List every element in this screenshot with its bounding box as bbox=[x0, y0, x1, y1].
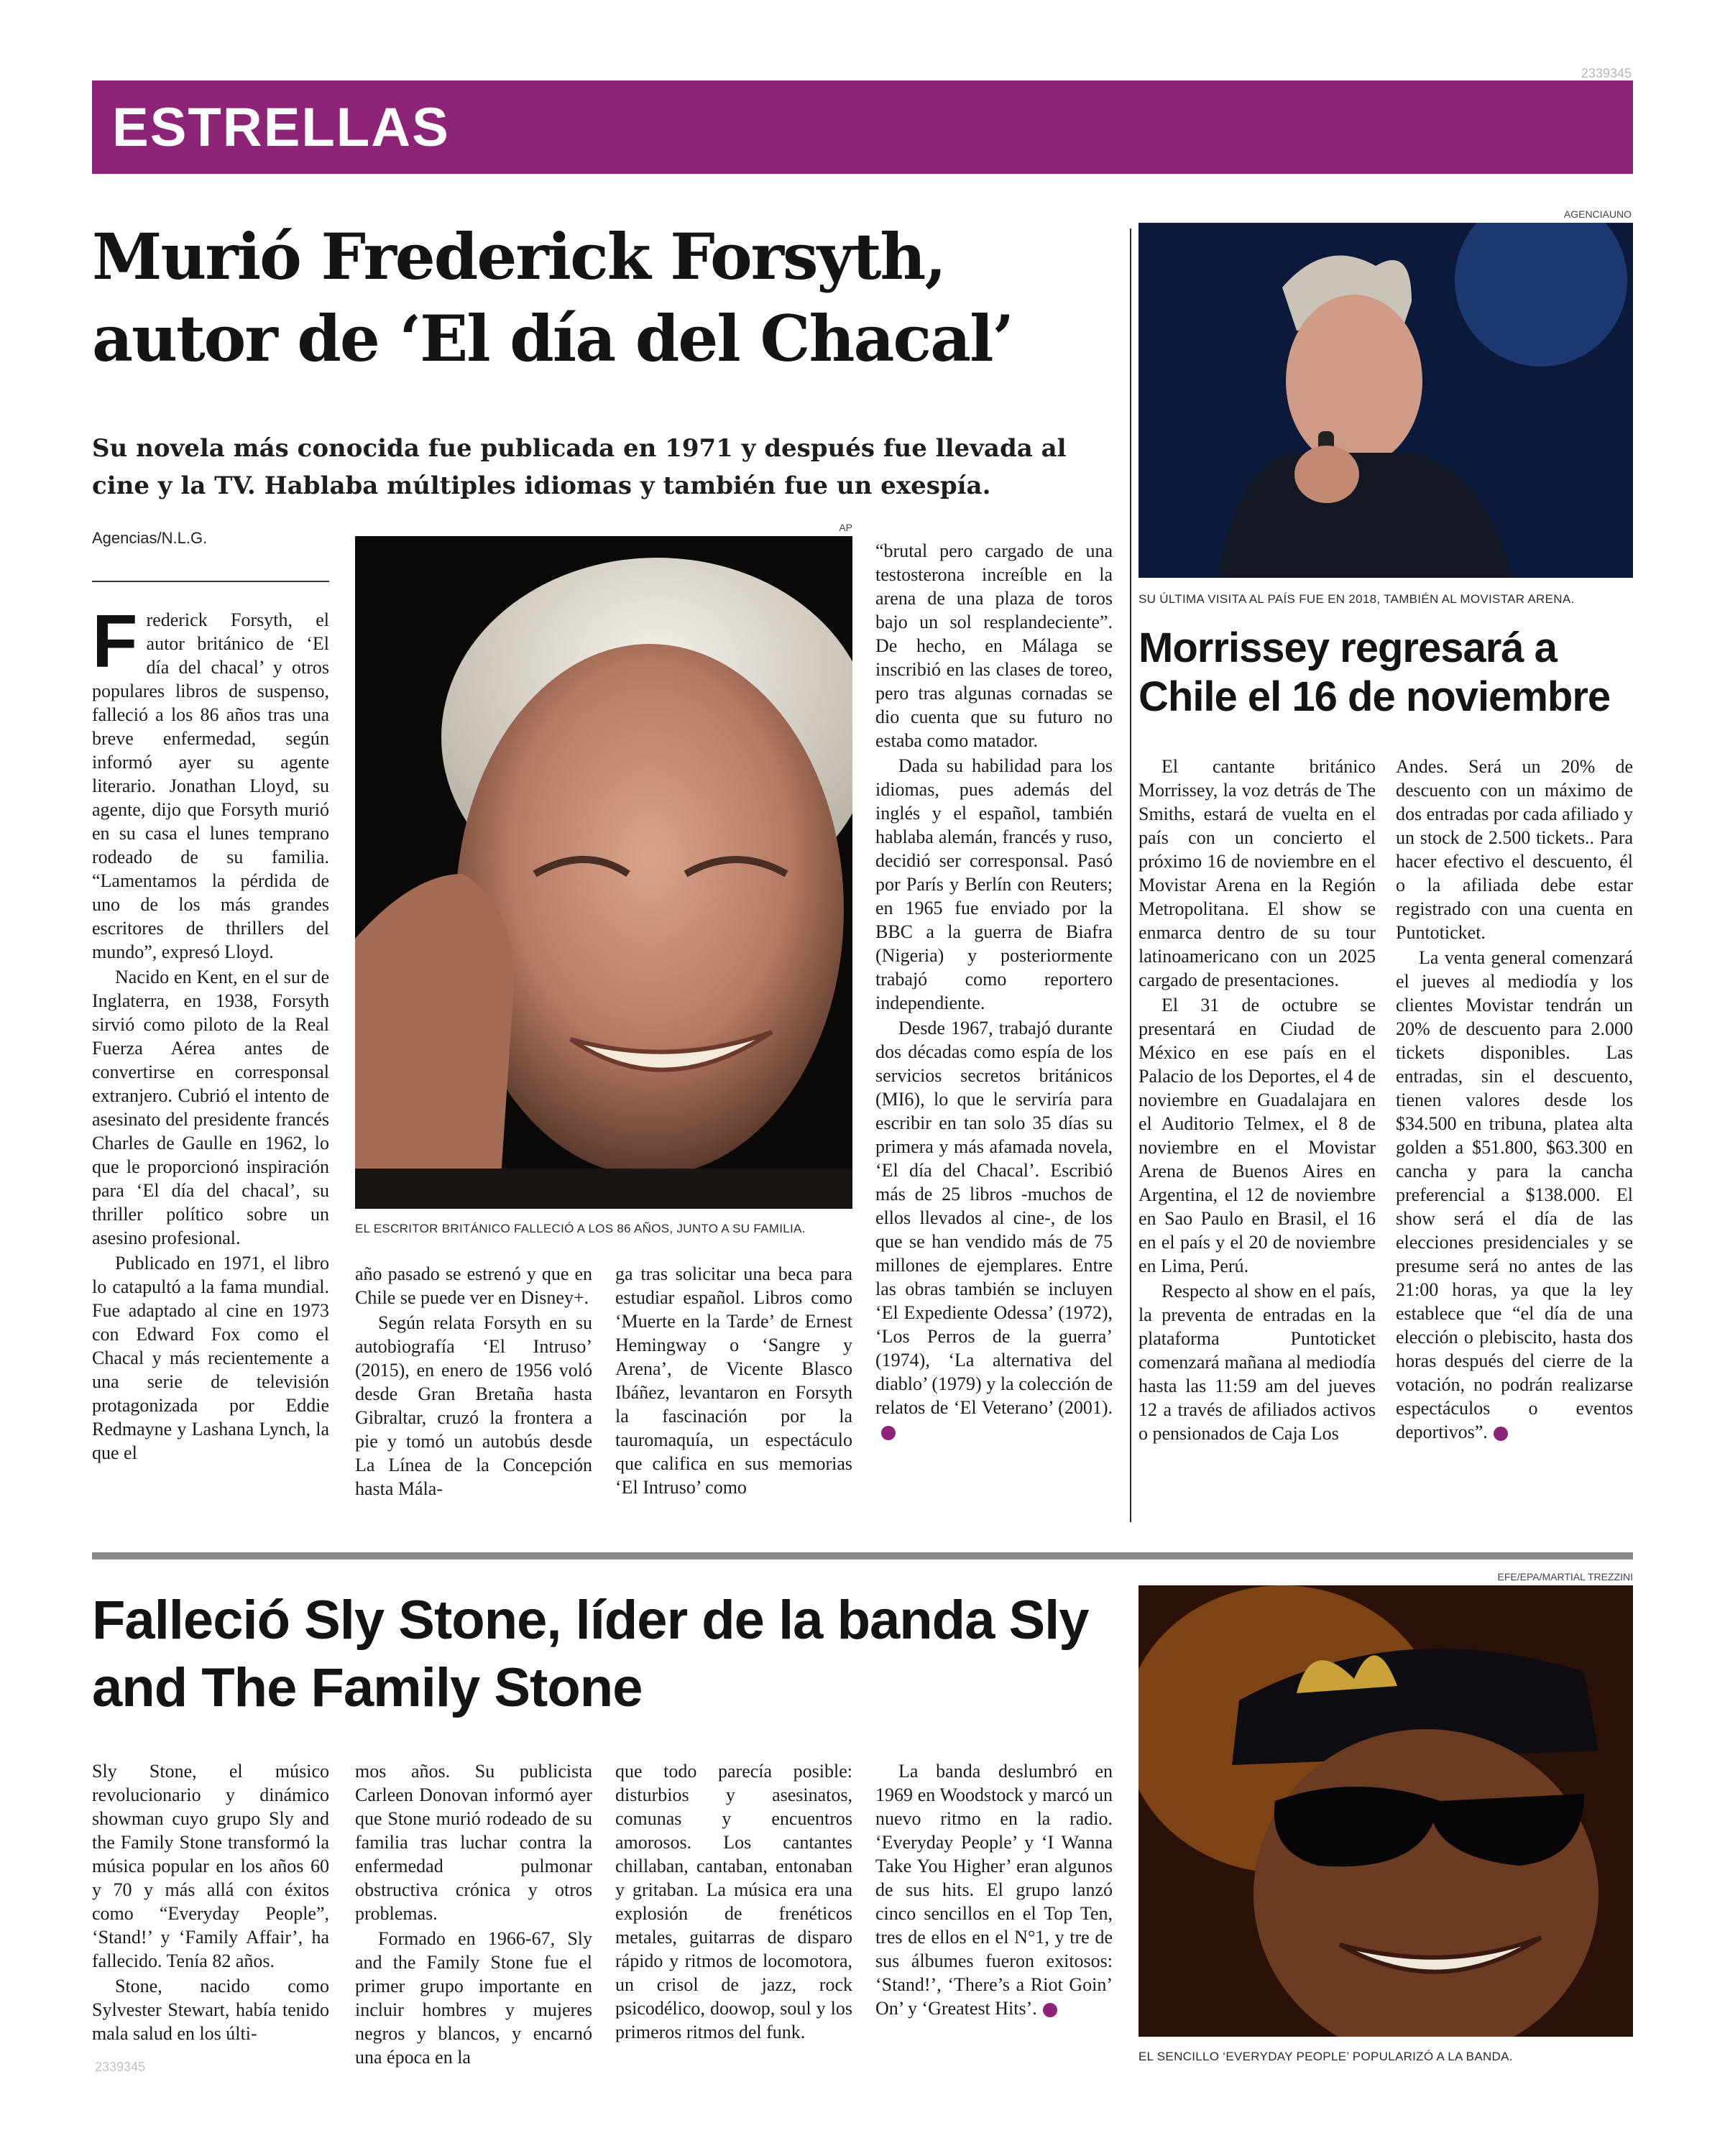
photo-caption: EL SENCILLO ‘EVERYDAY PEOPLE’ POPULARIZÓ A LA BANDA. bbox=[1138, 2050, 1513, 2063]
byline: Agencias/N.L.G. bbox=[92, 529, 208, 547]
paragraph-text: Desde 1967, trabajó durante dos décadas como espía de los servicios secretos británicos (MI6), lo que le serviría para escribir en tan solo 35 días su primera y más afamada novela, ‘El día del Chacal’. Escribió más de 25 libros -muchos de ellos llevados al cine-, de los que se han vendido más de 75 millones de ejemplares. Entre las obras también se incluyen ‘El Expediente Odessa’ (1972), ‘Los Perros de la guerra’ (1974), ‘La alternativa del diablo’ (1979) y la colección de relatos de ‘El Veterano’ (2001). bbox=[875, 1018, 1113, 1418]
article3-column-3 bbox=[615, 1759, 852, 2045]
paragraph: Respecto al show en el país, la preventa de entradas en la plataforma Puntoticket comenzará mañana al mediodía hasta las 11:59 am del jueves 12 a través de afiliados activos o pensionados de Caja Los bbox=[1138, 1281, 1376, 1444]
paragraph: “brutal pero cargado de una testosterona increíble en la arena de una plaza de toros bajo un sol resplandeciente”. De hecho, en Málaga se inscribió en las clases de toreo, pero tras algunas cornadas se dio cuenta que su futuro no estaba como matador. bbox=[875, 540, 1113, 751]
page-id-top: 2339345 bbox=[1581, 66, 1632, 80]
article2-column-2 bbox=[1396, 755, 1633, 1445]
photo-sly-stone bbox=[1138, 1585, 1633, 2037]
paragraph: Formado en 1966-67, Sly and the Family Stone fue el primer grupo importante en incluir hombres y mujeres negros y blancos, y encarnó una época en la bbox=[355, 1928, 592, 2068]
paragraph bbox=[875, 1759, 1113, 2020]
paragraph bbox=[875, 1016, 1113, 1443]
singer-illustration bbox=[1138, 223, 1633, 578]
article3-column-2 bbox=[355, 1759, 592, 2070]
paragraph-text: rederick Forsyth, el autor británico de ‘El día del chacal’ y otros populares libros de suspenso, falleció a los 86 años tras una breve enfermedad, según informó ayer su agente literario. Jonathan Lloyd, su agente, dijo que Forsyth murió en su casa el lunes temprano rodeado de su familia. “Lamentamos la pérdida de uno de los más grandes escritores de thrillers del mundo”, expresó Lloyd. bbox=[92, 609, 329, 962]
article1-column-1 bbox=[92, 600, 329, 1466]
paragraph: Según relata Forsyth en su autobiografía ‘El Intruso’ (2015), en enero de 1956 voló desde Gran Bretaña hasta Gibraltar, cruzó la frontera a pie y tomó un autobús desde La Línea de la Concepción hasta Mála- bbox=[355, 1312, 592, 1499]
paragraph: Publicado en 1971, el libro lo catapultó a la fama mundial. Fue adaptado al cine en 1973 con Edward Fox como el Chacal y más recientemente a una serie de televisión protagonizada por Eddie Redmayne y Lashana Lynch, la que el bbox=[92, 1253, 329, 1463]
photo-credit: AP bbox=[839, 522, 852, 533]
paragraph: Sly Stone, el músico revolucionario y dinámico showman cuyo grupo Sly and the Family Stone transformó la música popular en los años 60 y 70 y más allá con éxitos como “Everyday People”, ‘Stand!’ y ‘Family Affair’, ha fallecido. Tenía 82 años. bbox=[92, 1761, 329, 1971]
article-headline-morrissey: Morrissey regresará a Chile el 16 de noviembre bbox=[1138, 625, 1611, 720]
paragraph bbox=[92, 600, 329, 964]
photo-credit: EFE/EPA/MARTIAL TREZZINI bbox=[1497, 1571, 1633, 1583]
paragraph: Stone, nacido como Sylvester Stewart, había tenido mala salud en los últi- bbox=[92, 1976, 329, 2044]
section-title: ESTRELLAS bbox=[112, 96, 450, 158]
paragraph: Andes. Será un 20% de descuento con un máximo de dos entradas por cada afiliado y un stock de 2.500 tickets.. Para hacer efectivo el descuento, él o la afiliada debe estar registrado con una cuenta en Puntoticket. bbox=[1396, 756, 1633, 943]
paragraph-text: La venta general comenzará el jueves al mediodía y los clientes Movistar tendrán un 20% de descuento para 2.000 tickets disponibles. Las entradas, sin el descuento, tienen valores desde los $34.500 en tribuna, platea alta golden a $51.800, $63.300 en cancha y para la cancha preferencial a $138.000. El show será el día de las elecciones presidenciales y se presume será no antes de las 21:00 horas, ya que la ley establece que “el día de una elección o plebiscito, hasta dos horas después del cierre de la votación, no podrán realizarse espectáculos o eventos deportivos”. bbox=[1396, 947, 1633, 1442]
paragraph: ga tras solicitar una beca para estudiar español. Libros como ‘Muerte en la Tarde’ de Ernest Hemingway o ‘Sangre y Arena’, de Vicente Blasco Ibáñez, levantaron en Forsyth la fascinación por la tauromaquía, un espectáculo que califica en sus memorias ‘El Intruso’ como bbox=[615, 1263, 852, 1498]
end-of-article-icon: ✪ bbox=[1043, 2003, 1057, 2017]
paragraph-text: La banda deslumbró en 1969 en Woodstock y marcó un nuevo ritmo en la radio. ‘Everyday People’ y ‘I Wanna Take You Higher’ eran algunos de sus hits. El grupo lanzó cinco sencillos en el Top Ten, tres de ellos en el N°1, y tre de sus álbumes fueron exitosos: ‘Stand!’, ‘There’s a Riot Goin’ On’ y ‘Greatest Hits’. bbox=[875, 1761, 1113, 2019]
photo-morrissey bbox=[1138, 223, 1633, 578]
paragraph: año pasado se estrenó y que en Chile se puede ver en Disney+. bbox=[355, 1263, 592, 1308]
article1-column-2 bbox=[355, 1262, 592, 1502]
end-of-article-icon: ✪ bbox=[881, 1426, 896, 1440]
page-id-bottom: 2339345 bbox=[95, 2060, 146, 2074]
article-headline-sly-stone: Falleció Sly Stone, líder de la banda Sly and The Family Stone bbox=[92, 1590, 1089, 1718]
byline-divider bbox=[92, 581, 329, 582]
paragraph bbox=[1396, 946, 1633, 1444]
column-divider bbox=[1130, 229, 1131, 1522]
photo-frederick-forsyth bbox=[355, 536, 852, 1209]
article-deck-forsyth: Su novela más conocida fue publicada en 1971 y después fue llevada al cine y la TV. Hablaba múltiples idiomas y también fue un exespía. bbox=[92, 434, 1067, 500]
article1-column-3 bbox=[615, 1262, 852, 1501]
article1-column-4 bbox=[875, 539, 1113, 1445]
photo-caption: SU ÚLTIMA VISITA AL PAÍS FUE EN 2018, TAMBIÉN AL MOVISTAR ARENA. bbox=[1138, 592, 1575, 606]
photo-credit: AGENCIAUNO bbox=[1563, 208, 1632, 220]
section-divider bbox=[92, 1552, 1633, 1560]
paragraph: que todo parecía posible: disturbios y asesinatos, comunas y encuentros amorosos. Los cantantes chillaban, cantaban, entonaban y gritaban. La música era una explosión de frenéticos metales, guitarras de disparo rápido y ritmos de locomotora, un crisol de jazz, rock psicodélico, doowop, soul y los primeros ritmos del funk. bbox=[615, 1761, 852, 2042]
paragraph: Nacido en Kent, en el sur de Inglaterra, en 1938, Forsyth sirvió como piloto de la Real Fuerza Aérea antes de convertirse en corresponsal extranjero. Cubrió el intento de asesinato del presidente francés Charles de Gaulle en 1962, lo que le proporcionó inspiración para ‘El día del chacal’, su thriller político sobre un asesino profesional. bbox=[92, 967, 329, 1248]
section-header bbox=[92, 80, 1633, 174]
article3-column-4 bbox=[875, 1759, 1113, 2022]
musician-illustration bbox=[1138, 1585, 1633, 2037]
article-headline-forsyth: Murió Frederick Forsyth, autor de ‘El día del Chacal’ bbox=[92, 219, 1013, 376]
paragraph: mos años. Su publicista Carleen Donovan informó ayer que Stone murió rodeado de su familia tras luchar contra la enfermedad pulmonar obstructiva crónica y otros problemas. bbox=[355, 1761, 592, 1924]
paragraph: El 31 de octubre se presentará en Ciudad de México en ese país en el Palacio de los Deportes, el 4 de noviembre en Guadalajara en el Auditorio Telmex, el 8 de noviembre en el Movistar Arena de Buenos Aires en Argentina, el 12 de noviembre en Sao Paulo en Brasil, el 16 en el país y el 20 de noviembre en Lima, Perú. bbox=[1138, 995, 1376, 1276]
paragraph: El cantante británico Morrissey, la voz detrás de The Smiths, estará de vuelta en el país con un concierto el próximo 16 de noviembre en el Movistar Arena en la Región Metropolitana. El show se enmarca dentro de su tour latinoamericano con un 2025 cargado de presentaciones. bbox=[1138, 756, 1376, 990]
end-of-article-icon: ✪ bbox=[1494, 1427, 1508, 1441]
paragraph: Dada su habilidad para los idiomas, pues además del inglés y el español, también hablaba alemán, francés y ruso, decidió ser corresponsal. Pasó por París y Berlín con Reuters; en 1965 fue enviado por la BBC a la guerra de Biafra (Nigeria) y posteriormente trabajó como reportero independiente. bbox=[875, 755, 1113, 1013]
drop-cap: F bbox=[92, 600, 138, 683]
photo-caption: EL ESCRITOR BRITÁNICO FALLECIÓ A LOS 86 AÑOS, JUNTO A SU FAMILIA. bbox=[355, 1222, 806, 1235]
article2-column-1 bbox=[1138, 755, 1376, 1447]
article3-column-1 bbox=[92, 1759, 329, 2047]
portrait-illustration bbox=[355, 536, 852, 1209]
